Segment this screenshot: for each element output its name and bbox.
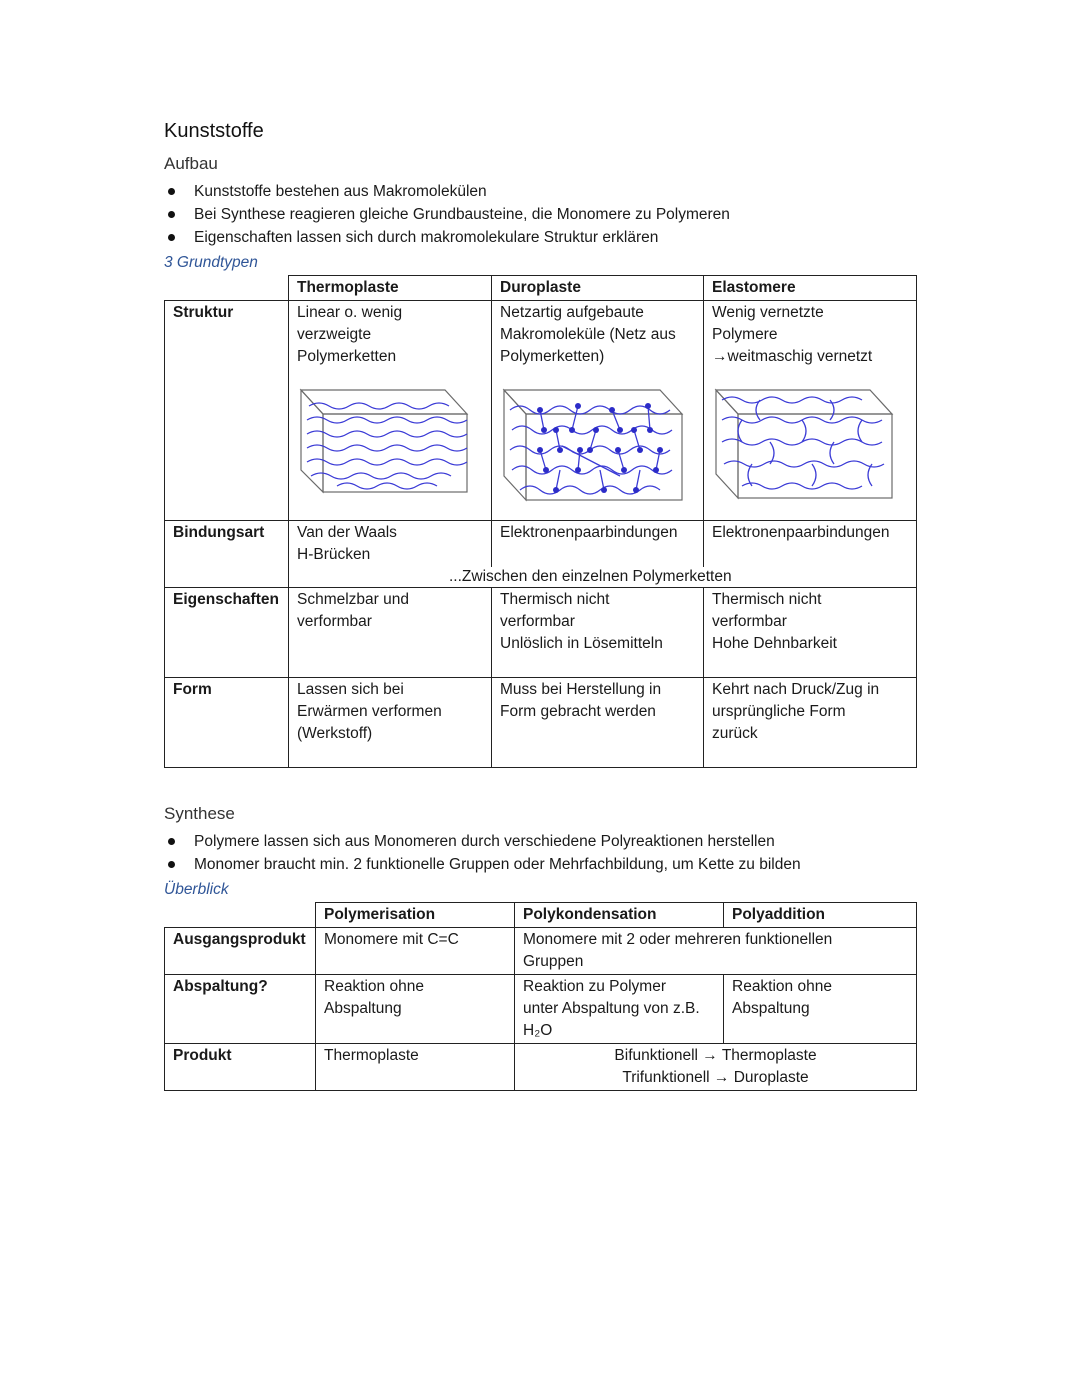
list-item: Polymere lassen sich aus Monomeren durch verschiedene Polyreaktionen herstellen bbox=[164, 830, 916, 853]
cell-abspaltung-polyaddition: Reaktion ohne Abspaltung bbox=[724, 975, 917, 1044]
cell-abspaltung-polymerisation: Reaktion ohne Abspaltung bbox=[316, 975, 515, 1044]
table-row bbox=[165, 1044, 917, 1091]
list-item: Bei Synthese reagieren gleiche Grundbausteine, die Monomere zu Polymeren bbox=[164, 203, 916, 226]
elastomer-structure-icon bbox=[712, 386, 894, 504]
table-header-row bbox=[165, 276, 917, 301]
cell-struktur-duroplaste: Netzartig aufgebaute Makromoleküle (Netz aus Polymerketten) bbox=[492, 301, 704, 521]
bindungsart-note: ...Zwischen den einzelnen Polymerketten bbox=[289, 567, 917, 588]
row-label-struktur: Struktur bbox=[165, 301, 289, 521]
cell-eigenschaften-thermoplaste: Schmelzbar und verformbar bbox=[289, 588, 492, 678]
table-row bbox=[165, 588, 917, 678]
cell-produkt-polymerisation: Thermoplaste bbox=[316, 1044, 515, 1091]
section-heading-synthese: Synthese bbox=[164, 804, 235, 823]
column-header-duroplaste: Duroplaste bbox=[492, 276, 704, 301]
row-label-form: Form bbox=[165, 678, 289, 768]
cell-bindungsart-duroplaste: Elektronenpaarbindungen bbox=[492, 521, 704, 568]
cell-ausgangsprodukt-shared: Monomere mit 2 oder mehreren funktionellen Gruppen bbox=[515, 928, 917, 975]
table-row bbox=[165, 678, 917, 768]
subheading-ueberblick: Überblick bbox=[164, 881, 229, 898]
cell-ausgangsprodukt-polymerisation: Monomere mit C=C bbox=[316, 928, 515, 975]
column-header-polyaddition: Polyaddition bbox=[724, 903, 917, 928]
row-label-abspaltung: Abspaltung? bbox=[165, 975, 316, 1044]
cell-form-elastomere: Kehrt nach Druck/Zug in ursprüngliche Form zurück bbox=[704, 678, 917, 768]
section-heading-aufbau: Aufbau bbox=[164, 154, 218, 173]
column-header-polykondensation: Polykondensation bbox=[515, 903, 724, 928]
row-label-eigenschaften: Eigenschaften bbox=[165, 588, 289, 678]
synthese-bullet-list bbox=[164, 830, 916, 876]
synthese-table bbox=[164, 902, 917, 1091]
cell-produkt-shared: Bifunktionell → Thermoplaste Trifunktionell → Duroplaste bbox=[515, 1044, 917, 1091]
cell-form-thermoplaste: Lassen sich bei Erwärmen verformen (Werkstoff) bbox=[289, 678, 492, 768]
column-header-elastomere: Elastomere bbox=[704, 276, 917, 301]
table-row bbox=[165, 928, 917, 975]
document-page bbox=[164, 118, 916, 1091]
table-header-row bbox=[165, 903, 917, 928]
duroplast-structure-icon bbox=[500, 386, 684, 506]
cell-struktur-elastomere: Wenig vernetzte Polymere →weitmaschig vernetzt bbox=[704, 301, 917, 521]
row-label-produkt: Produkt bbox=[165, 1044, 316, 1091]
cell-bindungsart-thermoplaste: Van der Waals H-Brücken bbox=[289, 521, 492, 568]
row-label-ausgangsprodukt: Ausgangsprodukt bbox=[165, 928, 316, 975]
column-header-polymerisation: Polymerisation bbox=[316, 903, 515, 928]
aufbau-bullet-list bbox=[164, 180, 916, 249]
subheading-grundtypen: 3 Grundtypen bbox=[164, 254, 258, 271]
grundtypen-table bbox=[164, 275, 917, 768]
cell-eigenschaften-duroplaste: Thermisch nicht verformbar Unlöslich in Lösemitteln bbox=[492, 588, 704, 678]
cell-abspaltung-polykondensation: Reaktion zu Polymer unter Abspaltung von z.B. H₂O bbox=[515, 975, 724, 1044]
list-item: Eigenschaften lassen sich durch makromolekulare Struktur erklären bbox=[164, 226, 916, 249]
table-row bbox=[165, 567, 917, 588]
column-header-thermoplaste: Thermoplaste bbox=[289, 276, 492, 301]
page-title: Kunststoffe bbox=[164, 120, 264, 142]
table-row bbox=[165, 301, 917, 521]
table-row bbox=[165, 521, 917, 568]
cell-bindungsart-elastomere: Elektronenpaarbindungen bbox=[704, 521, 917, 568]
list-item: Monomer braucht min. 2 funktionelle Gruppen oder Mehrfachbildung, um Kette zu bilden bbox=[164, 853, 916, 876]
table-row bbox=[165, 975, 917, 1044]
thermoplast-structure-icon bbox=[297, 386, 469, 498]
cell-struktur-thermoplaste: Linear o. wenig verzweigte Polymerketten bbox=[289, 301, 492, 521]
cell-form-duroplaste: Muss bei Herstellung in Form gebracht werden bbox=[492, 678, 704, 768]
list-item: Kunststoffe bestehen aus Makromolekülen bbox=[164, 180, 916, 203]
row-label-bindungsart: Bindungsart bbox=[165, 521, 289, 568]
cell-eigenschaften-elastomere: Thermisch nicht verformbar Hohe Dehnbarkeit bbox=[704, 588, 917, 678]
